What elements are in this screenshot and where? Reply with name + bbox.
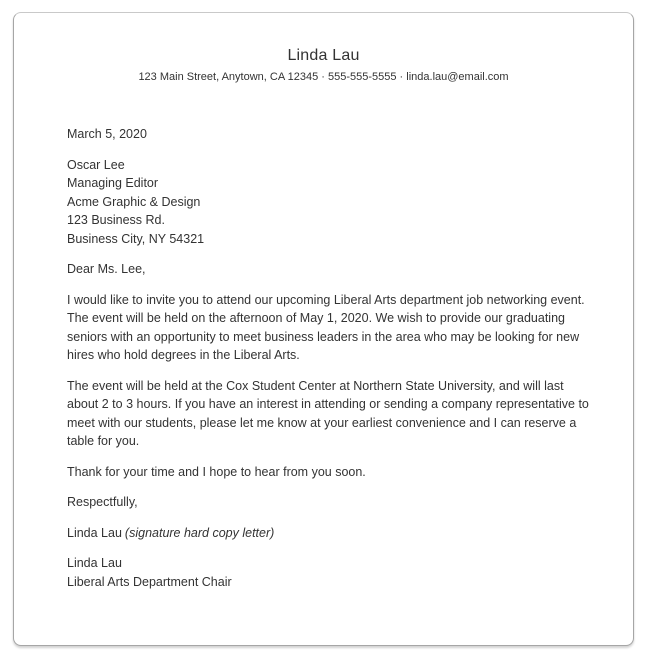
letter-body — [67, 125, 595, 591]
typed-signature-block — [67, 524, 595, 543]
recipient-company-line: Acme Graphic & Design — [67, 194, 201, 209]
signature-note: (signature hard copy letter) — [124, 525, 275, 540]
signoff-name-line: Linda Lau — [67, 556, 122, 570]
sender-name: Linda Lau — [287, 47, 360, 64]
salutation-block — [67, 260, 595, 279]
letter-date: March 5, 2020 — [67, 127, 147, 141]
recipient-title-line: Managing Editor — [67, 176, 159, 190]
recipient-name-line: Oscar Lee — [67, 157, 125, 172]
closing: Respectfully, — [67, 495, 138, 509]
body-paragraph-3 — [67, 463, 595, 482]
salutation: Dear Ms. Lee, — [67, 262, 146, 276]
recipient-street-line: 123 Business Rd. — [67, 213, 165, 227]
sender-contact-line: 123 Main Street, Anytown, CA 12345 · 555-555-5555 · linda.lau@email.com — [138, 71, 509, 83]
recipient-address-block — [67, 156, 595, 249]
body-paragraph-3-text: Thank for your time and I hope to hear from you soon. — [67, 464, 366, 479]
letter-card — [13, 12, 634, 646]
closing-block — [67, 493, 595, 512]
letterhead — [14, 13, 633, 84]
recipient-city-line: Business City, NY 54321 — [67, 231, 205, 246]
body-paragraph-2 — [67, 377, 595, 451]
body-paragraph-1 — [67, 291, 595, 365]
body-paragraph-2-text: The event will be held at the Cox Student Center at Northern State University, and will last about 2 to 3 hours. If you have an interest in attending or sending a company representative to meet with our students, please let me know at your earliest convenience and I can reserve a table for you. — [67, 378, 589, 448]
letter-date-block — [67, 125, 595, 144]
signature-name: Linda Lau — [67, 525, 122, 540]
signoff-block — [67, 554, 595, 591]
signoff-title-line: Liberal Arts Department Chair — [67, 574, 232, 589]
typed-signature-line — [67, 524, 595, 543]
body-paragraph-1-text: I would like to invite you to attend our upcoming Liberal Arts department job networking event. The event will be held on the afternoon of May 1, 2020. We wish to provide our graduating seniors with an opportunity to meet business leaders in the area who may be looking for new hires who hold degrees in the Liberal Arts. — [67, 292, 585, 362]
